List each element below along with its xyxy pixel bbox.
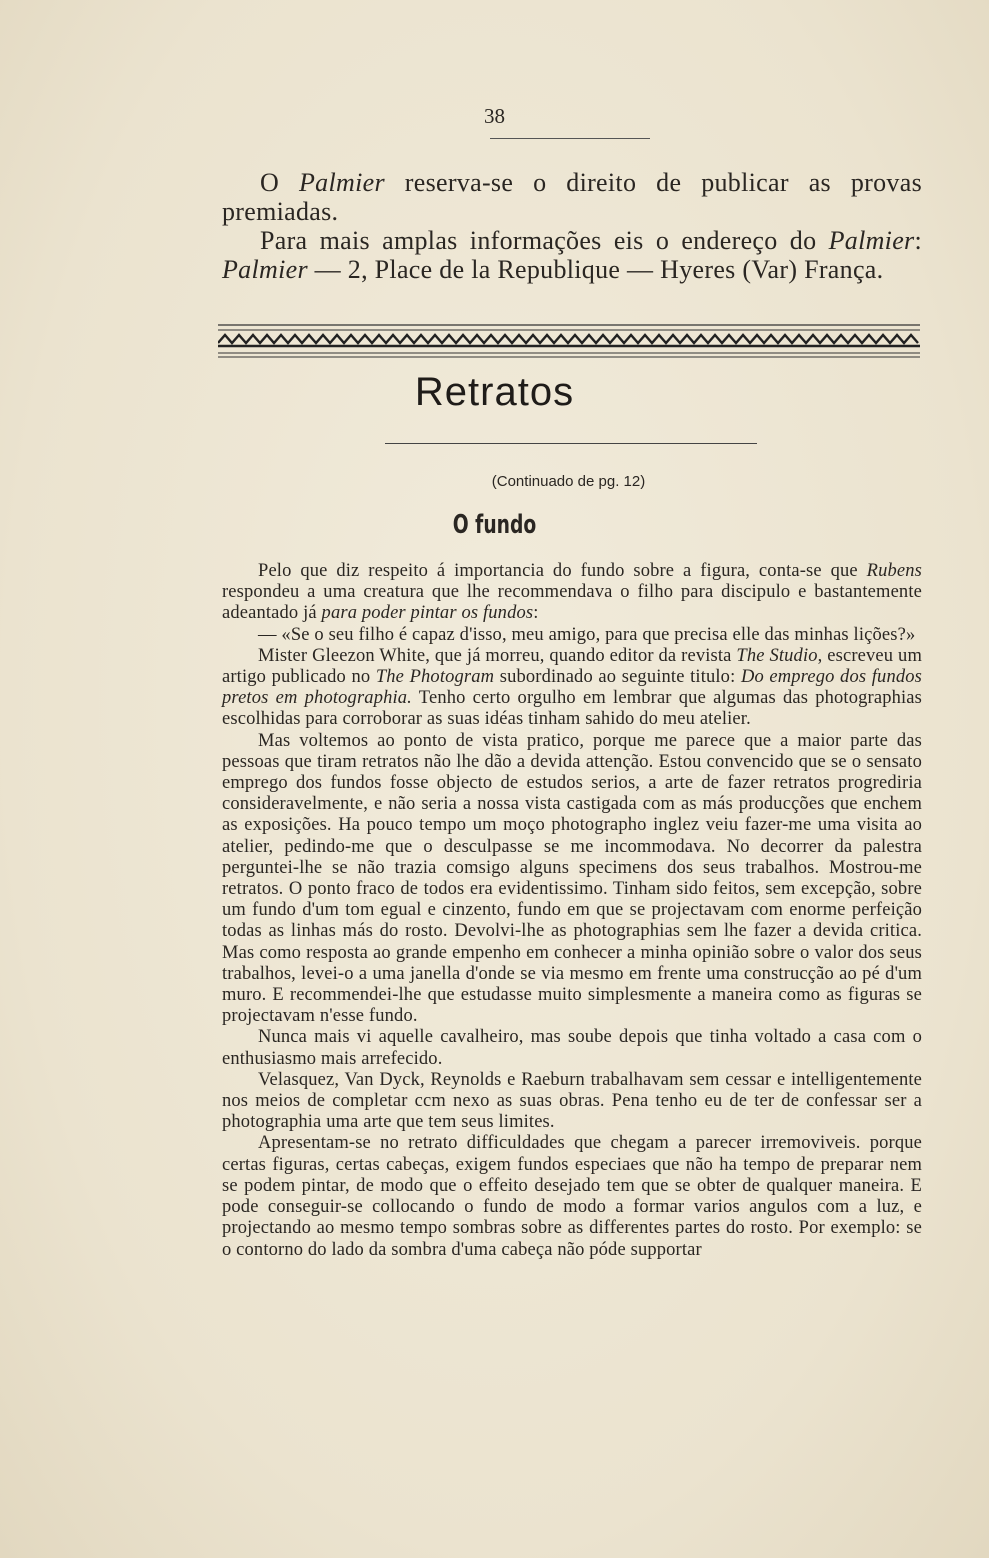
body-paragraph-7: Apresentam-se no retrato difficuldades que chegam a parecer irremoviveis. porque certas figuras, certas cabeças, exigem fundos especiaes que não ha tempo de preparar nem se podem pintar, de modo que o effeito desejado tem que se obter de qualquer maneira. E pode conseguir-se collocando o fundo de modo a formar varios angulos com a luz, e projectando ao mesmo tempo sombras sobre as differentes partes do rosto. Por exemplo: se o contorno do lado da sombra d'uma cabeça não póde supportar (222, 1133, 922, 1260)
title-rule (385, 443, 757, 444)
intro-block (222, 168, 922, 284)
page-number: 38 (484, 104, 505, 128)
page-number-rule (490, 138, 650, 139)
body-paragraph-4: Mas voltemos ao ponto de vista pratico, porque me parece que a maior parte das pessoas que tiram retratos não lhe dão a devida attenção. Estou convencido que se o sensato emprego dos fundos fosse objecto de estudos serios, a arte de fazer retratos progrediria consideravelmente, e não seria a nossa vista castigada com as más producções que enchem as exposições. Ha pouco tempo um moço photographo inglez veiu fazer-me uma visita ao atelier, pedindo-me que o desculpasse se me incommodava. No decorrer da palestra perguntei-lhe se não trazia comsigo alguns specimens dos seus trabalhos. Mostrou-me retratos. O ponto fraco de todos era evidentissimo. Tinham sido feitos, sem excepção, sobre um fundo d'um tom egual e cinzento, fundo em que se projectavam com enorme perfeição todas as linhas más do rosto. Devolvi-lhe as photographias sem lhe fazer a devida critica. Mas como resposta ao grande empenho em conhecer a minha opinião sobre o valor dos seus trabalhos, levei-o a uma janella d'onde se via mesmo em frente uma construcção ao pé d'um muro. E recommendei-lhe que estudasse muito simplesmente a maneira como as figuras se projectavam n'esse fundo. (222, 730, 922, 1027)
body-paragraph-5: Nunca mais vi aquelle cavalheiro, mas soube depois que tinha voltado a casa com o enthusiasmo mais arrefecido. (222, 1027, 922, 1069)
continued-note: (Continuado de pg. 12) (491, 473, 646, 490)
body-paragraph-3: Mister Gleezon White, que já morreu, quando editor da revista The Studio, escreveu um artigo publicado no The Photogram subordinado ao seguinte titulo: Do emprego dos fundos pretos em photographia. Tenho certo orgulho em lembrar que algumas das photographias escolhidas para corroborar as suas idéas tinham sahido do meu atelier. (222, 645, 922, 730)
section-title: Retratos (414, 370, 575, 414)
body-paragraph-6: Velasquez, Van Dyck, Reynolds e Raeburn trabalhavam sem cessar e intelligentemente nos meios de completar ccm nexo as suas obras. Pena tenho eu de ter de confessar ser a photographia uma arte que tem seus limites. (222, 1069, 922, 1133)
decorative-divider (218, 322, 920, 372)
intro-paragraph-1: O Palmier reserva-se o direito de publicar as provas premiadas. (222, 168, 922, 226)
subheading: O fundo (452, 510, 537, 540)
body-paragraph-1: Pelo que diz respeito á importancia do fundo sobre a figura, conta-se que Rubens respondeu a uma creatura que lhe recommendava o filho para discipulo e bastantemente adeantado já para poder pintar os fundos: (222, 561, 922, 624)
article-body (222, 561, 922, 1261)
intro-paragraph-2: Para mais amplas informações eis o endereço do Palmier: Palmier — 2, Place de la Republique — Hyeres (Var) França. (222, 226, 922, 284)
body-paragraph-2: — «Se o seu filho é capaz d'isso, meu amigo, para que precisa elle das minhas lições?» (258, 624, 916, 645)
